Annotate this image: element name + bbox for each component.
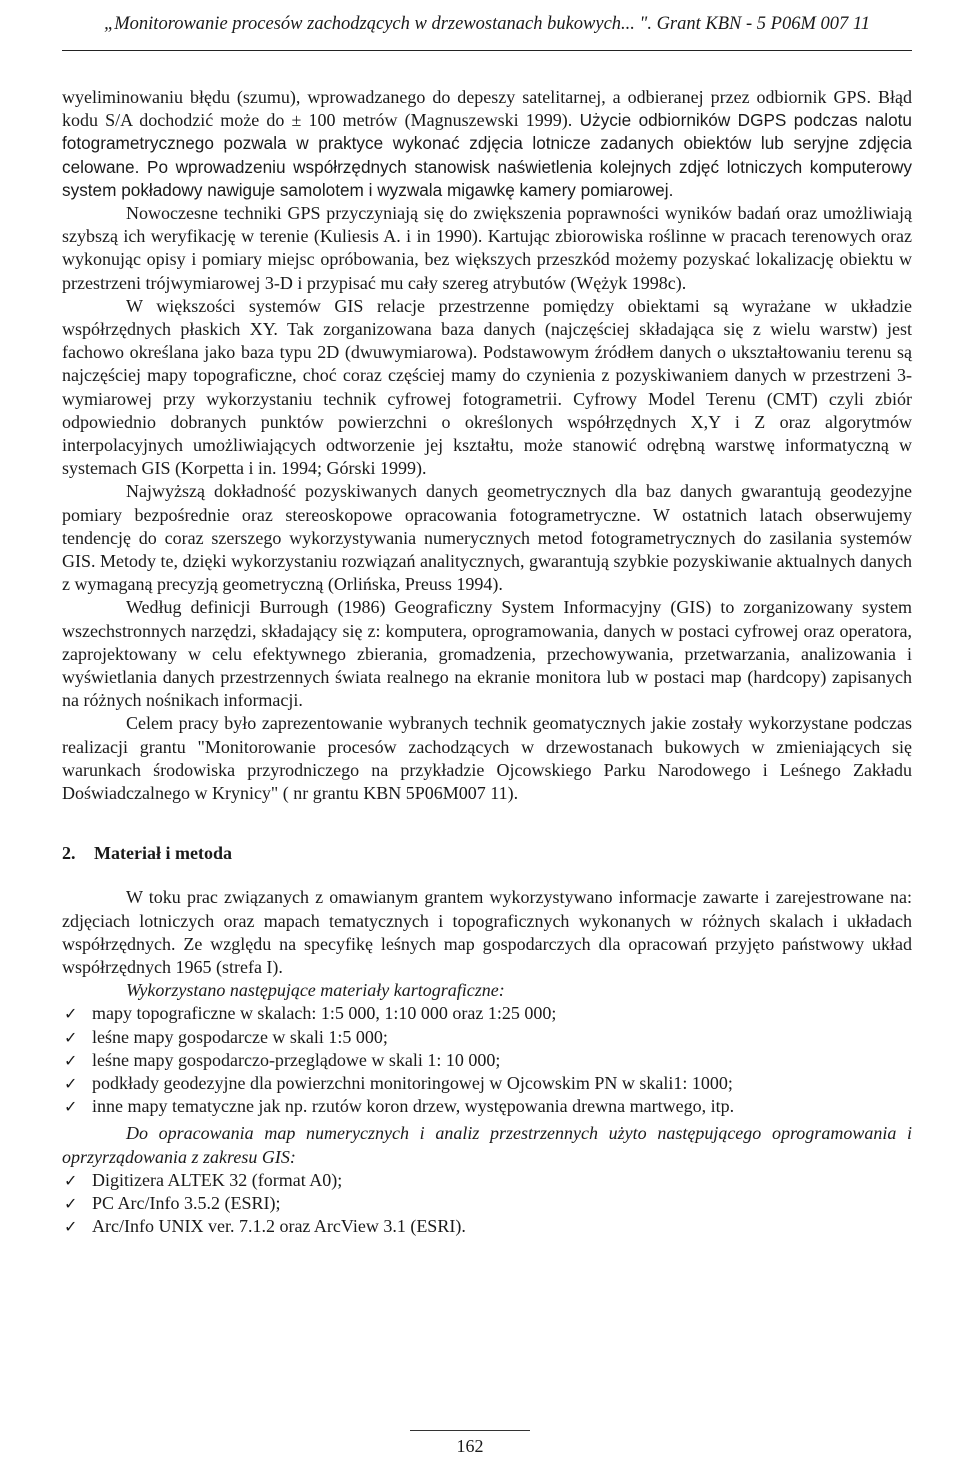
list-item: ✓ podkłady geodezyjne dla powierzchni monitoringowej w Ojcowskim PN w skali1: 1000; — [62, 1072, 912, 1095]
paragraph-gis-definition: Według definicji Burrough (1986) Geograficzny System Informacyjny (GIS) to zorganizowany system wszechstronnych narzędzi, składający się z: komputera, oprogramowania, danych w postaci cyfrowej oraz operatora, zaprojektowany w celu efektywnego zbierania, gromadzenia, przechowywania, przetwarzania, analizowania i wyświetlania danych przestrzennych świata realnego na ekranie monitora lub w postaci map (hardcopy) zapisanych na różnych nośnikach informacji. — [62, 597, 912, 711]
check-icon: ✓ — [64, 1217, 78, 1237]
section-title: Materiał i metoda — [94, 843, 232, 864]
maps-list — [62, 1002, 912, 1118]
check-icon: ✓ — [64, 1073, 78, 1093]
section-number: 2. — [62, 843, 76, 864]
header-rule — [62, 50, 912, 51]
paragraph-gps-error — [62, 86, 912, 202]
check-icon: ✓ — [64, 1193, 78, 1213]
paragraph-gps-error-sans: Użycie odbiorników DGPS podczas nalotu fotogrametrycznego pozwala w praktyce wykonać zdjęcia lotnicze zadanych obiektów lub seryjne zdjęcia celowane. Po wprowadzeniu współrzędnych stanowisk naświetlenia kolejnych zdjęć lotniczych komputerowy system pokładowy nawiguje samolotem i wyzwala migawkę kamery pomiarowej. — [62, 110, 912, 200]
paragraph-gps-techniques: Nowoczesne techniki GPS przyczyniają się do zwiększenia poprawności wyników badań oraz umożliwiają szybszą ich weryfikację w terenie (Kuliesis A. i in 1990). Kartując zbiorowiska roślinne w pracach terenowych oraz wykonując opisy i pomiary miejsc opróbowania, bez większych przeszkód możemy pozyskać lokalizację obiektu w przestrzeni trójwymiarowej 3-D i przypisać mu cały szereg atrybutów (Wężyk 1998c). — [62, 203, 912, 293]
check-icon: ✓ — [64, 1050, 78, 1070]
section-heading — [62, 843, 912, 864]
check-icon: ✓ — [64, 1027, 78, 1047]
check-icon: ✓ — [64, 1097, 78, 1117]
paragraph-materials: W toku prac związanych z omawianym grantem wykorzystywano informacje zawarte i zarejestrowane na: zdjęciach lotniczych oraz mapach tematycznych i topograficznych wykonanych w różnych skalach i układach współrzędnych. Ze względu na specyfikę leśnych map gospodarczych dla opracowań przyjęto państwowy układ współrzędnych 1965 (strefa I). — [62, 887, 912, 977]
list-item: ✓ Digitizera ALTEK 32 (format A0); — [62, 1169, 912, 1192]
check-icon: ✓ — [64, 1004, 78, 1024]
paragraph-gis-2d: W większości systemów GIS relacje przestrzenne pomiędzy obiektami są wyrażane w układzie współrzędnych płaskich XY. Tak zorganizowana baza danych (najczęściej składająca się z wielu warstw) jest fachowo określana jako baza typu 2D (dwuwymiarowa). Podstawowym źródłem danych o ukształtowaniu terenu są najczęściej mapy topograficzne, choć coraz częściej mamy do czynienia z pozyskiwaniem danych w przestrzeni 3-wymiarowej przy wykorzystaniu technik cyfrowej fotogrametrii. Cyfrowy Model Terenu (CMT) czyli zbiór odpowiednio dobranych punktów powierzchni o określonych współrzędnych X,Y i Z oraz algorytmów interpolacyjnych umożliwiających odtworzenie jej kształtu, może stanowić odrębną warstwę informatyczną w systemach GIS (Korpetta i in. 1994; Górski 1999). — [62, 295, 912, 479]
footer-rule — [410, 1430, 530, 1431]
list-item: ✓ leśne mapy gospodarczo-przeglądowe w skali 1: 10 000; — [62, 1049, 912, 1072]
list-item: ✓ mapy topograficzne w skalach: 1:5 000, 1:10 000 oraz 1:25 000; — [62, 1002, 912, 1025]
paragraph-aim: Celem pracy było zaprezentowanie wybranych technik geomatycznych jakie zostały wykorzystane podczas realizacji grantu "Monitorowanie procesów zachodzących w drzewostanach bukowych w zmieniających się warunkach środowiska przyrodniczego na przykładzie Ojcowskiego Parku Narodowego i Leśnego Zakładu Doświadczalnego w Krynicy" ( nr grantu KBN 5P06M007 11). — [62, 713, 912, 804]
check-icon: ✓ — [64, 1170, 78, 1190]
list-item: ✓ leśne mapy gospodarcze w skali 1:5 000; — [62, 1026, 912, 1049]
software-list — [62, 1169, 912, 1239]
software-intro: Do opracowania map numerycznych i analiz przestrzennych użyto następującego oprogramowania i oprzyrządowania z zakresu GIS: — [62, 1123, 912, 1167]
document-body — [62, 86, 912, 1238]
running-header: „Monitorowanie procesów zachodzących w drzewostanach bukowych... ". Grant KBN - 5 P06M 007 11 — [103, 14, 871, 34]
list-item: ✓ PC Arc/Info 3.5.2 (ESRI); — [62, 1192, 912, 1215]
list-item: ✓ Arc/Info UNIX ver. 7.1.2 oraz ArcView 3.1 (ESRI). — [62, 1215, 912, 1238]
maps-intro: Wykorzystano następujące materiały kartograficzne: — [126, 980, 505, 1001]
paragraph-gps-error-serif: wyeliminowaniu błędu (szumu), wprowadzanego do depeszy satelitarnej, a odbieranej przez odbiornik GPS. Błąd kodu S/A dochodzić może do ± 100 metrów (Magnuszewski 1999). — [62, 87, 912, 131]
list-item: ✓ inne mapy tematyczne jak np. rzutów koron drzew, występowania drewna martwego, itp. — [62, 1095, 912, 1118]
page-number: 162 — [456, 1436, 484, 1456]
paragraph-accuracy: Najwyższą dokładność pozyskiwanych danych geometrycznych dla baz danych gwarantują geodezyjne pomiary bezpośrednie oraz stereoskopowe opracowania fotogrametryczne. W ostatnich latach obserwujemy tendencję do coraz szerszego wykorzystywania numerycznych metod fotogrametrycznych do zasilania systemów GIS. Metody te, dzięki wykorzystaniu rozwiązań analitycznych, gwarantują szybkie pozyskiwanie aktualnych danych z wymaganą precyzją geometryczną (Orlińska, Preuss 1994). — [62, 481, 912, 595]
